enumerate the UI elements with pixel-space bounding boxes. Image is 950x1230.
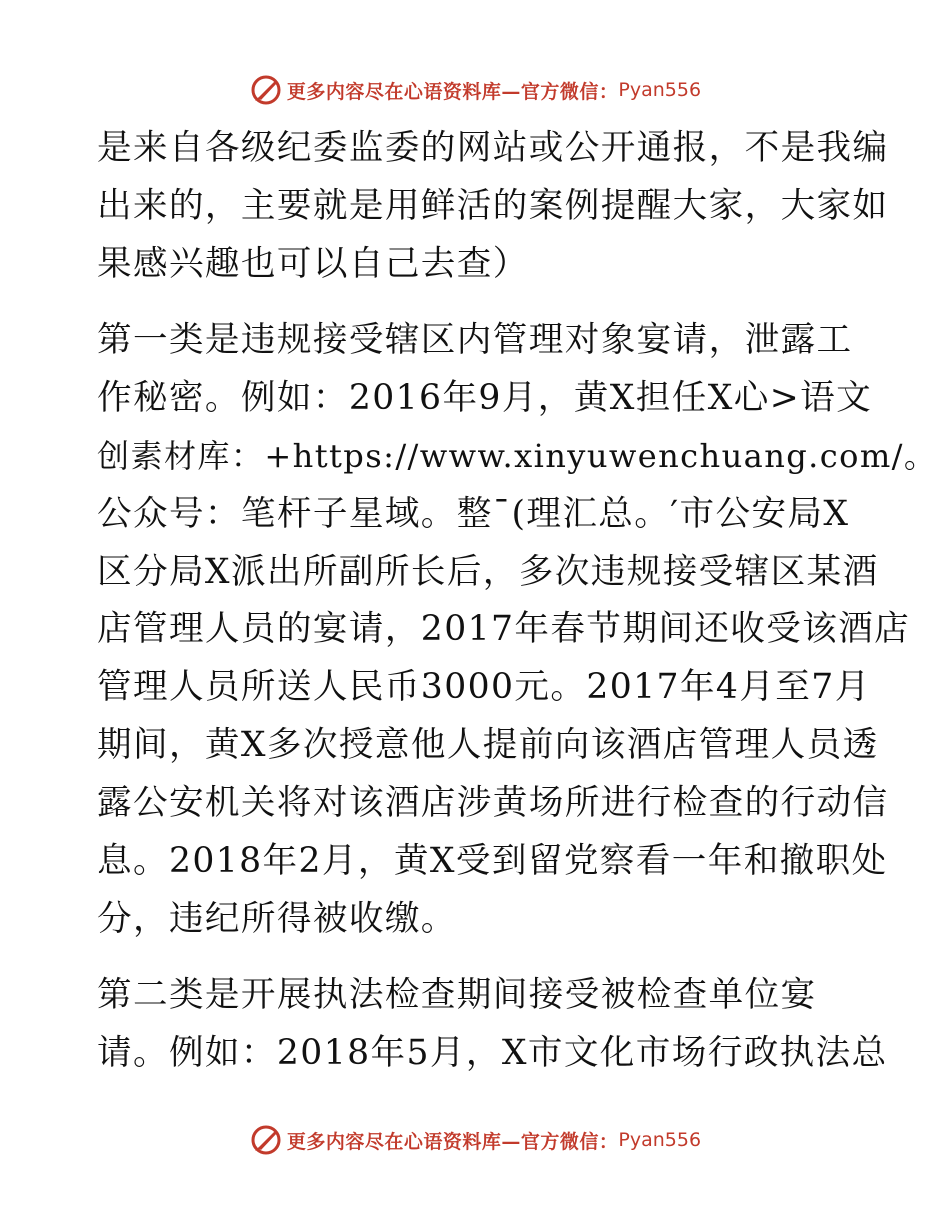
banner-wechat-id: Pyan556 (618, 1129, 702, 1151)
text-line: 期间，黄X多次授意他人提前向该酒店管理人员透 (97, 725, 879, 765)
quill-logo-icon (249, 1123, 283, 1157)
text-line: 作秘密。例如：2016年9月，黄X担任X心>语文 (97, 378, 873, 418)
banner-text: 更多内容尽在心语资料库—官方微信： (286, 80, 619, 103)
text-line: 创素材库：+https://www.xinyuwenchuang.com/。 (97, 437, 938, 475)
text-line: 第一类是违规接受辖区内管理对象宴请，泄露工 (97, 320, 853, 360)
text-line: 是来自各级纪委监委的网站或公开通报，不是我编 (97, 128, 889, 168)
text-line: 请。例如：2018年5月，X市文化市场行政执法总 (97, 1033, 888, 1073)
text-line: 公众号：笔杆子星域。整¯(理汇总。′市公安局X (97, 494, 850, 534)
text-line: 第二类是开展执法检查期间接受被检查单位宴 (97, 975, 817, 1015)
text-line: 出来的，主要就是用鲜活的案例提醒大家，大家如 (97, 186, 889, 226)
header-watermark-banner (0, 70, 950, 110)
text-line: 店管理人员的宴请，2017年春节期间还收受该酒店 (97, 609, 911, 649)
text-line: 息。2018年2月，黄X受到留党察看一年和撤职处 (97, 841, 888, 881)
text-line: 分，违纪所得被收缴。 (97, 899, 457, 939)
text-line: 管理人员所送人民币3000元。2017年4月至7月 (97, 667, 871, 707)
banner-text: 更多内容尽在心语资料库—官方微信： (286, 1130, 619, 1153)
banner-wechat-id: Pyan556 (618, 79, 702, 101)
text-line: 露公安机关将对该酒店涉黄场所进行检查的行动信 (97, 783, 889, 823)
text-line: 区分局X派出所副所长后，多次违规接受辖区某酒 (97, 552, 879, 592)
text-line: 果感兴趣也可以自己去查） (97, 244, 529, 284)
footer-watermark-banner (0, 1120, 950, 1160)
quill-logo-icon (249, 73, 283, 107)
